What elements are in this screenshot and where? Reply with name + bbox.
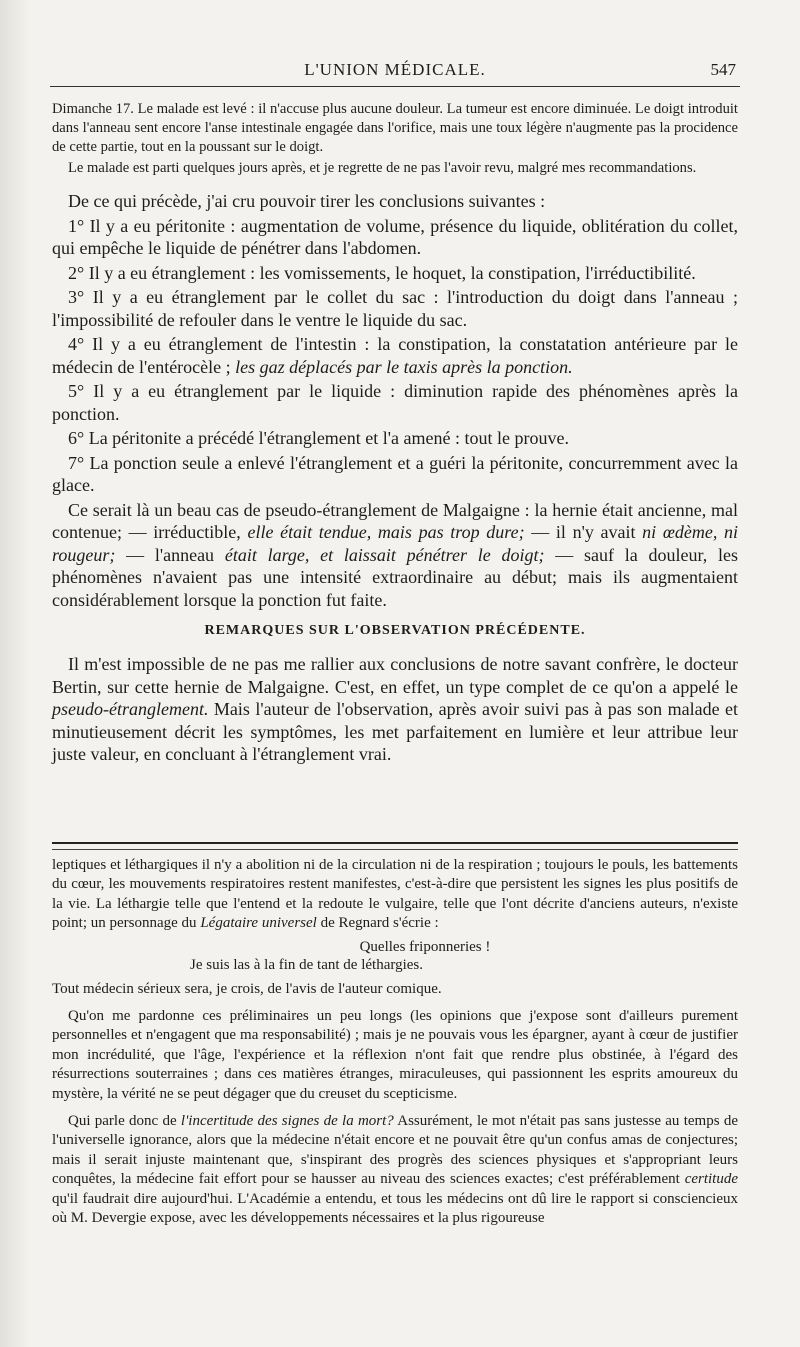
feuilleton-rule-thin	[52, 849, 738, 850]
lower-p4-text-c: Assurément, le mot n'était pas sans justesse au temps de l'universelle ignorance, alors que la médecine n'était encore et ne pouvait être qu'un confus amas de conjectures; mais il serait injuste maintenant que, s'inspirant des progrès des sciences physiques et s'appropriant leurs conquêtes, la médecine fait effort pour se hausser au niveau des sciences exactes; c'est préférablement	[52, 1113, 738, 1188]
conclusion-6: 6° La péritonite a précédé l'étranglement et l'a amené : tout le prouve.	[68, 428, 569, 448]
conclusion-5: 5° Il y a eu étranglement par le liquide : diminution rapide des phénomènes après la ponction.	[52, 381, 738, 424]
p4-italic-d: ni œdème, ni rougeur;	[52, 522, 738, 565]
paragraph-conclusions-intro: De ce qui précède, j'ai cru pouvoir tirer les conclusions suivantes :	[68, 191, 546, 211]
lower-p1-italic-b: Légataire universel	[200, 915, 317, 932]
section-heading-remarques: REMARQUES SUR L'OBSERVATION PRÉCÉDENTE.	[204, 623, 586, 638]
p5-text-c: Mais l'auteur de l'observation, après avoir suivi pas à pas son malade et minutieusement décrit les symptômes, les met parfaitement en lumière et leur attribue leur juste valeur, en concluant à l'étranglement vrai.	[52, 699, 738, 764]
lower-p4-italic-d: certitude	[684, 1171, 739, 1188]
conclusion-7: 7° La ponction seule a enlevé l'étranglement et a guéri la péritonite, concurremment avec la glace.	[52, 452, 738, 495]
verse-quote	[52, 938, 738, 974]
running-header	[50, 56, 740, 90]
paragraph-incertitude	[52, 1112, 738, 1228]
paragraph-malade-parti: Le malade est parti quelques jours après, et je regrette de ne pas l'avoir revu, malgré mes recommandations.	[68, 160, 697, 176]
lower-p4-text-e: qu'il faudrait dire aujourd'hui. L'Académie a entendu, et tous les médecins ont dû lire le rapport si consciencieux où M. Devergie expose, avec les développements nécessaires et la plus rigoureuse	[52, 1190, 738, 1227]
conclusion-2: 2° Il y a eu étranglement : les vomissements, le hoquet, la constipation, l'irréductibilité.	[68, 262, 696, 283]
p4-text-a: Ce serait là un beau cas de pseudo-étranglement de Malgaigne : la hernie était ancienne, mal contenue; — irréductible,	[52, 499, 738, 542]
p4-text-c: — il n'y avait	[531, 522, 636, 542]
conclusion-3: 3° Il y a eu étranglement par le collet du sac : l'introduction du doigt dans l'anneau ; l'impossibilité de refouler dans le ventre le liquide du sac.	[52, 287, 738, 330]
header-rule	[50, 86, 740, 87]
conclusion-1: 1° Il y a eu péritonite : augmentation de volume, présence du liquide, oblitération du collet, qui empêche le liquide de pénétrer dans l'abdomen.	[52, 215, 738, 258]
conclusion-4-italic: les gaz déplacés par le taxis après la ponction.	[235, 356, 573, 377]
p4-text-g: — sauf la douleur, les phénomènes n'avaient pas une intensité extraordinaire au début; mais ils augmentaient considérablement lorsque la ponction fut faite.	[52, 544, 739, 610]
lower-p1-text-a: leptiques et léthargiques il n'y a abolition ni de la circulation ni de la respiration ; toujours le pouls, les battements du cœur, les mouvements respiratoires restent manifestes, c'est-à-dire que persistent les signes les plus positifs de la vie. La léthargie telle que l'entend et la redoute le vulgaire, telle que l'ont décrite d'anciens auteurs, n'existe point; un personnage du	[52, 857, 738, 932]
p4-text-e: — l'anneau	[126, 544, 215, 565]
verse-line-1: Quelles friponneries !	[359, 938, 491, 955]
p5-text-a: Il m'est impossible de ne pas me rallier aux conclusions de notre savant confrère, le docteur Bertin, sur cette hernie de Malgaigne. C'est, en effet, un type complet de ce qu'on a appelé le	[52, 654, 738, 697]
p4-italic-b: elle était tendue, mais pas trop dure;	[247, 522, 525, 542]
verse-line-2: Je suis las à la fin de tant de léthargies.	[190, 956, 423, 973]
lower-p4-italic-b: l'incertitude des signes de la mort?	[180, 1113, 394, 1130]
conclusion-4-text: 4° Il y a eu étranglement de l'intestin : la constipation, la constatation antérieure par le médecin de l'entérocèle ;	[52, 334, 738, 377]
paragraph-lethargiques	[52, 856, 738, 934]
paragraph-medecin-serieux: Tout médecin sérieux sera, je crois, de l'avis de l'auteur comique.	[52, 980, 442, 997]
journal-title: L'UNION MÉDICALE.	[304, 60, 486, 79]
lower-p1-text-c: de Regnard s'écrie :	[320, 915, 439, 932]
page-number: 547	[710, 60, 736, 79]
paragraph-pseudo-etranglement	[52, 499, 738, 612]
feuilleton-column	[52, 856, 738, 1233]
p5-italic-b: pseudo-étranglement.	[52, 699, 209, 719]
feuilleton-rule-thick	[52, 842, 738, 844]
paragraph-dimanche: Dimanche 17. Le malade est levé : il n'accuse plus aucune douleur. La tumeur est encore diminuée. Le doigt introduit dans l'anneau sent encore l'anse intestinale engagée dans l'orifice, mais une toux légère n'augmente pas la procidence de cette partie, tout en la poussant sur le doigt.	[52, 101, 738, 155]
page-edge-shading	[0, 0, 30, 1347]
paragraph-preliminaires: Qu'on me pardonne ces préliminaires un peu longs (les opinions que j'expose sont d'ailleurs purement personnelles et n'engagent que ma responsabilité) ; mais je ne pouvais vous les épargner, ayant à cœur de justifier mon incrédulité, que l'âge, l'expérience et la réflexion n'ont fait que rendre plus obstinée, à l'égard des résurrections souterraines ; dans ces matières étranges, miraculeuses, qui passionnent les esprits amoureux du mystère, la vérité ne se peut dégager que du creuset du scepticisme.	[52, 1008, 738, 1102]
upper-column	[52, 100, 738, 768]
paragraph-remarques	[52, 653, 738, 766]
conclusion-4	[52, 333, 738, 378]
p4-italic-f: était large, et laissait pénétrer le doigt;	[224, 544, 545, 565]
lower-p4-text-a: Qui parle donc de	[68, 1113, 177, 1130]
